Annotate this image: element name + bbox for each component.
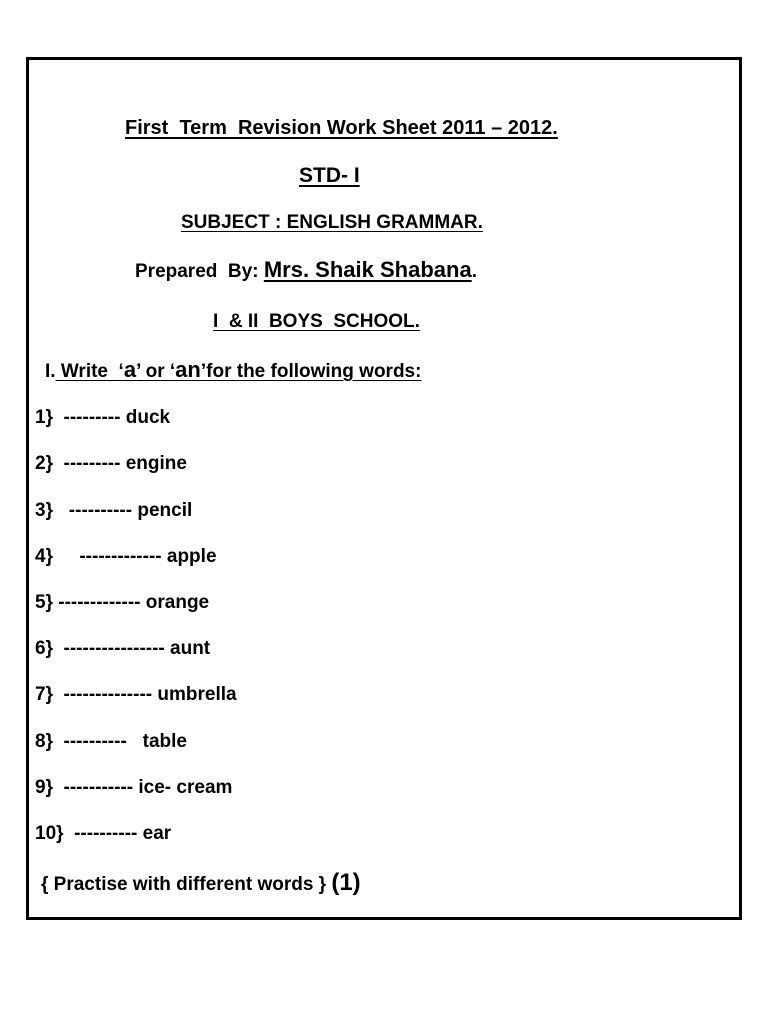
instruction-part3: ’for the following words: [200, 361, 422, 382]
question-item: 4} ------------- apple [35, 546, 217, 567]
question-item: 1} --------- duck [35, 407, 171, 428]
subject-label: SUBJECT : ENGLISH GRAMMAR. [181, 212, 483, 233]
practise-note [41, 871, 361, 897]
prepared-by-label: Prepared By: [135, 261, 264, 282]
prepared-by [135, 258, 477, 284]
question-item: 9} ----------- ice- cream [35, 777, 233, 798]
question-item: 10} ---------- ear [35, 823, 172, 844]
question-item: 6} ---------------- aunt [35, 638, 211, 659]
question-item: 7} -------------- umbrella [35, 684, 237, 705]
prepared-by-period: . [471, 261, 477, 282]
question-item: 2} --------- engine [35, 453, 187, 474]
question-item: 3} ---------- pencil [35, 500, 193, 521]
article-a: a [123, 357, 137, 382]
article-an: an [175, 357, 201, 382]
instruction-text [55, 357, 422, 382]
instruction-part1: Write ‘ [55, 361, 124, 382]
practise-text: { Practise with different words } [41, 874, 332, 895]
school-name: I & II BOYS SCHOOL. [213, 311, 420, 332]
worksheet-border [26, 57, 742, 920]
instruction [45, 358, 421, 384]
worksheet-title: First Term Revision Work Sheet 2011 – 2012. [125, 117, 558, 139]
question-item: 5} ------------- orange [35, 592, 210, 613]
class-label: STD- I [299, 164, 360, 187]
instruction-number: I. [45, 361, 56, 382]
question-item: 8} ---------- table [35, 731, 187, 752]
page-number: (1) [331, 869, 361, 896]
teacher-name: Mrs. Shaik Shabana [263, 257, 472, 282]
instruction-part2: ’ or ‘ [136, 361, 176, 382]
